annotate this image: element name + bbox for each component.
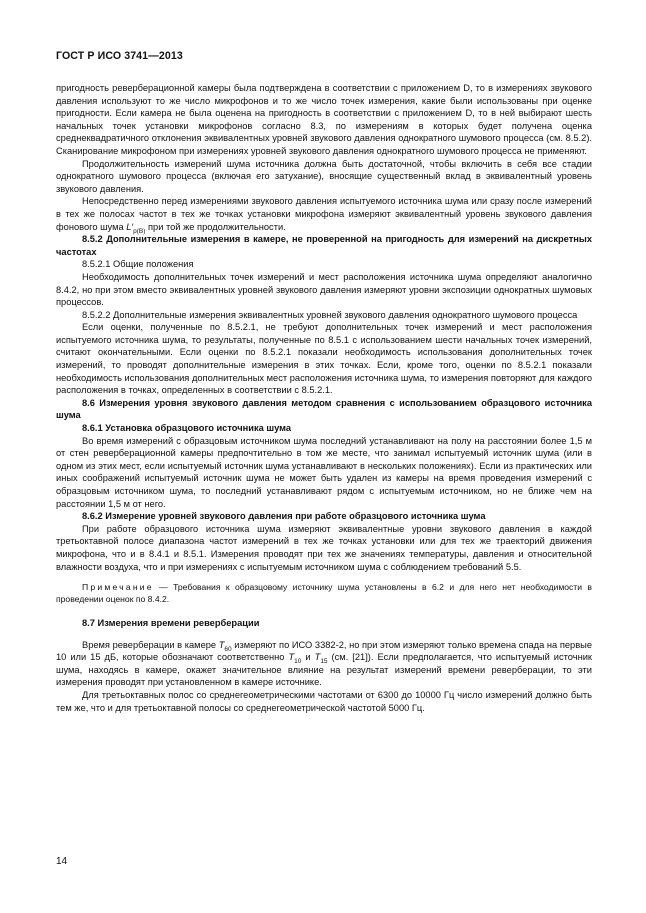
symbol-L-prime: L′	[126, 221, 134, 232]
section-heading-8-7: 8.7 Измерения времени реверберации	[82, 617, 260, 628]
paragraph-text: Время реверберации в камере	[82, 639, 219, 650]
symbol-subscript: p(B)	[133, 227, 146, 235]
paragraph-text: и	[301, 652, 315, 663]
paragraph	[56, 639, 592, 689]
paragraph: При работе образцового источника шума измеряют эквивалентные уровни звукового давления в каждой третьоктавной полосе диапазона частот измерений в тех же точках установки или для тех же траекторий движения микрофона, что и в 8.4.1 и 8.5.1. Измерения проводят при тех же значениях температуры, давления и относительной влажности воздуха, что и при измерениях с испытуемым источником шума с соблюдением требований 5.5.	[56, 523, 592, 572]
symbol-T: T	[314, 652, 321, 663]
note-label: Примечание	[82, 582, 154, 593]
paragraph-text: при той же продолжительности.	[145, 221, 286, 232]
subsection-heading-8-5-2-1: 8.5.2.1 Общие положения	[82, 259, 194, 270]
section-heading-8-6-2: 8.6.2 Измерение уровней звукового давления при работе образцового источника шума	[82, 511, 486, 522]
page-number: 14	[56, 856, 68, 867]
paragraph	[56, 195, 592, 233]
subsection-heading-8-5-2-2: 8.5.2.2 Дополнительные измерения эквивалентных уровней звукового давления однократного шумового процесса	[82, 309, 578, 320]
note	[56, 582, 592, 605]
paragraph: пригодность реверберационной камеры была подтверждена в соответствии с приложением D, то в измерениях звукового давления используют то же число микрофонов и то же число точек измерения, какие были использованы при оценке пригодности. Если камера не была оценена на пригодность в соответствии с приложением D, то в ней выбирают шесть начальных точек установки микрофонов согласно 8.3, по измерениям в которых будет получена оценка среднеквадратичного отклонения эквивалентных уровней звукового давления однократного шумового процесса (см. 8.5.2). Сканирование микрофоном при измерениях уровней звукового давления однократного шумового процесса не применяют.	[56, 83, 592, 156]
paragraph: Во время измерений с образцовым источником шума последний устанавливают на полу на расстоянии более 1,5 м от стен реверберационной камеры предпочтительно в том же месте, что занимал испытуемый источник шума (или в одном из этих мест, если испытуемый источник шума устанавливают в нескольких положениях). Если из практических или иных соображений испытуемый источник шума не может быть удален из камеры на время проведения измерений с образцовым источником шума, то последний устанавливают рядом с испытуемым источником, но не ближе чем на расстоянии 1,5 м от него.	[56, 435, 592, 509]
symbol-T: T	[288, 652, 295, 663]
paragraph: Продолжительность измерений шума источника должна быть достаточной, чтобы включить в себя все стадии однократного шумового процесса (включая его затухание), вносящие существенный вклад в эквивалентный уровень звукового давления.	[56, 158, 592, 194]
symbol-subscript: 10	[294, 658, 302, 666]
paragraph: Для третьоктавных полос со среднегеометрическими частотами от 6300 до 10000 Гц число измерений должно быть тем же, что и для третьоктавной полосы со среднегеометрической частотой 5000 Гц.	[56, 689, 592, 713]
page-body	[56, 82, 592, 714]
section-heading-8-6: 8.6 Измерения уровня звукового давления методом сравнения с использованием образцового источника шума	[56, 397, 592, 421]
document-header: ГОСТ Р ИСО 3741—2013	[56, 50, 183, 62]
symbol-subscript: 15	[320, 658, 328, 666]
symbol-T: T	[218, 639, 225, 650]
paragraph: Необходимость дополнительных точек измерений и мест расположения источника шума определяют аналогично 8.4.2, но при этом вместо эквивалентных уровней звукового давления измеряют уровни экспозиции однократных шумовых процессов.	[56, 271, 592, 308]
paragraph-text: измеряют по ИСО 3382-2, но при этом измеряют только времена спада на первые 10 или 15 дБ, которые обозначают соответственно	[56, 639, 592, 663]
section-heading-8-6-1: 8.6.1 Установка образцового источника шума	[82, 423, 292, 434]
symbol-subscript: 60	[224, 645, 232, 653]
paragraph-text: Непосредственно перед измерениями звукового давления испытуемого источника шума или сразу после измерений в тех же полосах частот в тех же точках установки микрофона измеряют эквивалентный уровень звукового давления фонового шума	[56, 196, 592, 232]
paragraph-text: (см. [21]). Если предполагается, что испытуемый источник шума, находясь в камере, окажет значительное влияние на результат измерений времени реверберации, то эти измерения проводят при установленном в камере источнике.	[56, 652, 592, 688]
paragraph: Если оценки, полученные по 8.5.2.1, не требуют дополнительных точек измерений и мест расположения испытуемого источника шума, то результаты, полученные по 8.5.1 с использованием шести начальных точек измерений, считают окончательными. Если оценки по 8.5.2.1 показали необходимость использования дополнительных точек измерений, то проводят дополнительные измерения в этих точках. Если, кроме того, оценки по 8.5.2.1 показали необходимость использования дополнительных мест расположения источника шума, то измерения повторяют для каждого расположения в точках, определенных в соответствии с 8.5.2.1.	[56, 322, 592, 396]
section-heading-8-5-2: 8.5.2 Дополнительные измерения в камере, не проверенной на пригодность для измерений на дискретных частотах	[56, 234, 592, 257]
note-text: — Требования к образцовому источнику шума установлены в 6.2 и для него нет необходимости в проведении оценок по 8.4.2.	[56, 582, 592, 604]
